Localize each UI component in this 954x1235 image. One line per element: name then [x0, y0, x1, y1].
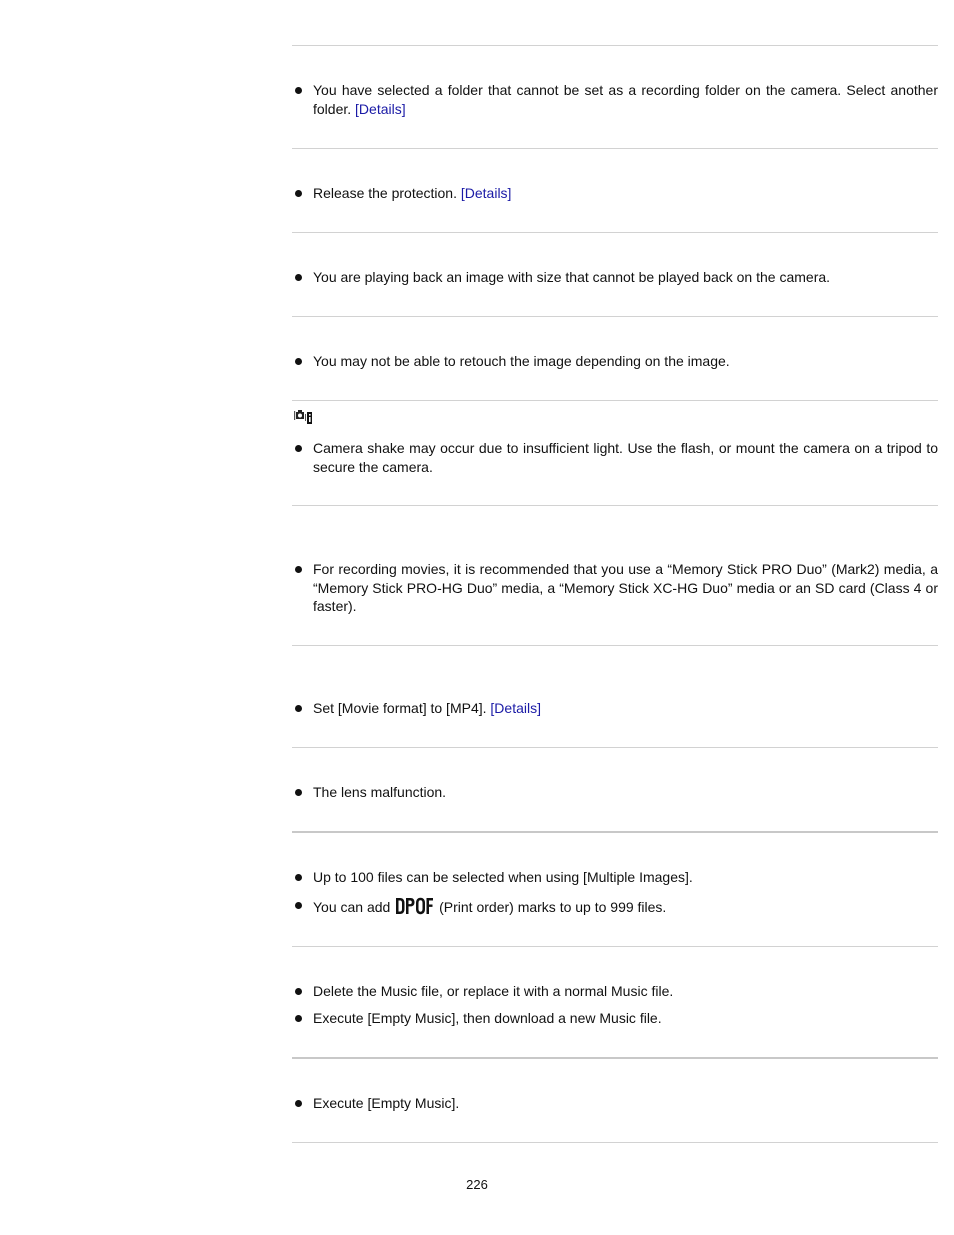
list-item	[313, 352, 938, 371]
item-text: You may not be able to retouch the image depending on the image.	[313, 353, 730, 369]
section-divider	[292, 45, 938, 46]
list-item	[313, 982, 938, 1001]
item-text: For recording movies, it is recommended that you use a “Memory Stick PRO Duo” (Mark2) media, a “Memory Stick PRO-HG Duo” media, a “Memory Stick XC-HG Duo” media or an SD card (Class 4 or faster).	[313, 561, 938, 615]
bullet-icon	[295, 566, 302, 573]
item-text: Execute [Empty Music], then download a new Music file.	[313, 1010, 662, 1026]
section-divider	[292, 1142, 938, 1143]
section-divider	[292, 148, 938, 149]
item-text: Camera shake may occur due to insufficient light. Use the flash, or mount the camera on a tripod to secure the camera.	[313, 440, 938, 475]
details-link[interactable]: [Details]	[355, 100, 406, 117]
bullet-icon	[295, 190, 302, 197]
item-text: Delete the Music file, or replace it with a normal Music file.	[313, 983, 674, 999]
bullet-icon	[295, 705, 302, 712]
bullet-icon	[295, 358, 302, 365]
bullet-icon	[295, 874, 302, 881]
item-text: Set [Movie format] to [MP4].	[313, 700, 487, 716]
details-link[interactable]: [Details]	[460, 185, 512, 201]
page-number: 226	[466, 1177, 488, 1192]
bullet-icon	[295, 789, 302, 796]
item-text: You have selected a folder that cannot be set as a recording folder on the camera. Select another folder.	[313, 82, 938, 117]
dpof-icon	[395, 897, 433, 915]
section-divider	[292, 232, 938, 233]
item-text: Execute [Empty Music].	[313, 1095, 460, 1111]
item-text: Up to 100 files can be selected when using [Multiple Images].	[313, 869, 693, 885]
bullet-icon	[295, 445, 302, 452]
item-text: Release the protection.	[313, 185, 457, 201]
section-divider	[292, 645, 938, 646]
list-item	[313, 184, 938, 203]
section-divider	[292, 946, 938, 947]
bullet-icon	[295, 87, 302, 94]
bullet-icon	[295, 1100, 302, 1107]
list-item	[313, 783, 938, 802]
list-item	[313, 868, 938, 887]
camera-shake-icon	[293, 408, 313, 424]
section-divider	[292, 1057, 938, 1059]
bullet-icon	[295, 1015, 302, 1022]
bullet-icon	[295, 988, 302, 995]
item-text: You can add	[313, 899, 391, 915]
details-link[interactable]: [Details]	[490, 700, 541, 716]
item-text: (Print order) marks to up to 999 files.	[439, 899, 667, 915]
list-item	[313, 896, 938, 918]
list-item	[313, 81, 938, 118]
bullet-icon	[295, 902, 302, 909]
list-item	[313, 699, 938, 718]
list-item	[313, 560, 938, 616]
item-text: The lens malfunction.	[313, 784, 447, 800]
section-divider	[292, 831, 938, 833]
section-divider	[292, 316, 938, 317]
item-text: You are playing back an image with size that cannot be played back on the camera.	[313, 269, 831, 285]
list-item	[313, 1094, 938, 1113]
bullet-icon	[295, 274, 302, 281]
list-item	[313, 439, 938, 476]
section-divider	[292, 505, 938, 506]
section-divider	[292, 747, 938, 748]
section-divider	[292, 400, 938, 401]
list-item	[313, 268, 938, 287]
list-item	[313, 1009, 938, 1028]
